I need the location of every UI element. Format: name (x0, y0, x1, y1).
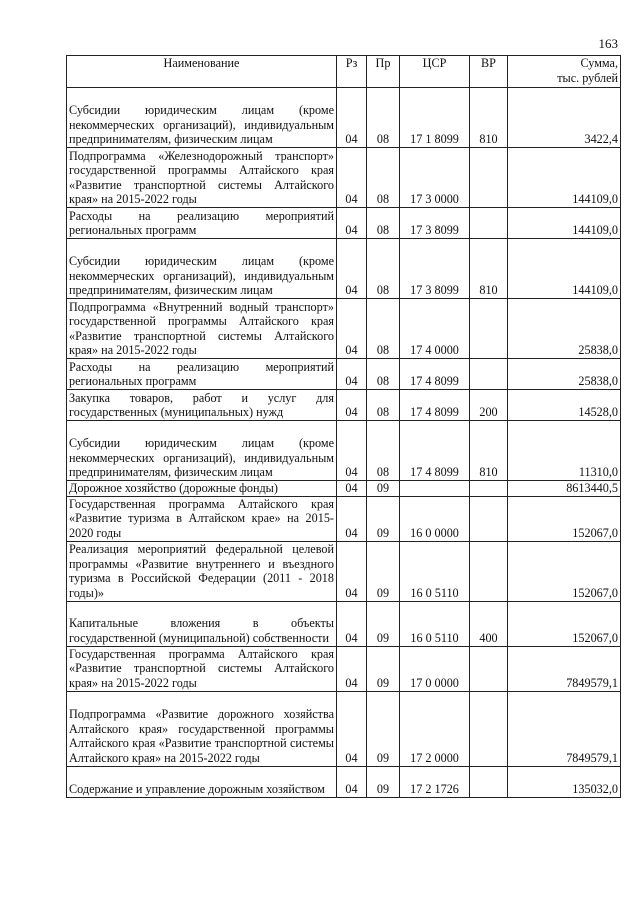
row-vr: 200 (470, 390, 508, 421)
table-header-row (67, 56, 621, 88)
row-csr (400, 481, 470, 497)
row-rz: 04 (337, 496, 367, 541)
row-sum: 152067,0 (508, 496, 621, 541)
row-name: Капитальные вложения в объекты государственной (муниципальной) собственности (67, 601, 337, 646)
row-sum: 152067,0 (508, 601, 621, 646)
row-sum: 135032,0 (508, 766, 621, 797)
row-pr: 09 (367, 481, 400, 497)
row-pr: 09 (367, 601, 400, 646)
row-name: Расходы на реализацию мероприятий региональных программ (67, 208, 337, 239)
table-row (67, 239, 621, 299)
row-csr: 17 4 8099 (400, 390, 470, 421)
table-row (67, 88, 621, 148)
row-pr: 09 (367, 766, 400, 797)
row-sum: 144109,0 (508, 239, 621, 299)
row-sum: 25838,0 (508, 299, 621, 359)
table-row (67, 359, 621, 390)
row-name: Закупка товаров, работ и услуг для государственных (муниципальных) нужд (67, 390, 337, 421)
header-vr: ВР (470, 56, 508, 88)
row-rz: 04 (337, 208, 367, 239)
table-row (67, 421, 621, 481)
header-sum-line1: Сумма, (580, 56, 618, 70)
table-row (67, 766, 621, 797)
row-csr: 17 4 8099 (400, 421, 470, 481)
row-vr (470, 691, 508, 766)
row-name: Подпрограмма «Развитие дорожного хозяйства Алтайского края» государственной программы Алтайского края «Развитие транспортной системы Алтайского края» на 2015-2022 годы (67, 691, 337, 766)
table-row (67, 390, 621, 421)
row-vr: 810 (470, 88, 508, 148)
row-sum: 152067,0 (508, 541, 621, 601)
row-rz: 04 (337, 148, 367, 208)
row-sum: 144109,0 (508, 148, 621, 208)
row-pr: 08 (367, 359, 400, 390)
table-row (67, 541, 621, 601)
row-pr: 08 (367, 421, 400, 481)
row-csr: 17 3 0000 (400, 148, 470, 208)
table-row (67, 299, 621, 359)
row-pr: 08 (367, 88, 400, 148)
row-name: Дорожное хозяйство (дорожные фонды) (67, 481, 337, 497)
row-pr: 08 (367, 299, 400, 359)
row-sum: 3422,4 (508, 88, 621, 148)
row-csr: 17 4 0000 (400, 299, 470, 359)
row-rz: 04 (337, 421, 367, 481)
row-csr: 16 0 5110 (400, 601, 470, 646)
header-pr: Пр (367, 56, 400, 88)
row-csr: 17 2 0000 (400, 691, 470, 766)
row-vr (470, 208, 508, 239)
row-vr (470, 541, 508, 601)
header-sum-line2: тыс. рублей (557, 70, 618, 85)
row-name: Государственная программа Алтайского края «Развитие транспортной системы Алтайского края» на 2015-2022 годы (67, 646, 337, 691)
table-row (67, 496, 621, 541)
row-csr: 17 0 0000 (400, 646, 470, 691)
row-rz: 04 (337, 299, 367, 359)
row-name: Расходы на реализацию мероприятий региональных программ (67, 359, 337, 390)
table-row (67, 481, 621, 497)
row-vr (470, 359, 508, 390)
row-name: Субсидии юридическим лицам (кроме некоммерческих организаций), индивидуальным предпринимателям, физическим лицам (67, 421, 337, 481)
row-csr: 17 3 8099 (400, 208, 470, 239)
row-rz: 04 (337, 390, 367, 421)
row-pr: 08 (367, 208, 400, 239)
row-rz: 04 (337, 541, 367, 601)
row-csr: 17 1 8099 (400, 88, 470, 148)
row-vr (470, 646, 508, 691)
header-name: Наименование (67, 56, 337, 88)
row-vr: 810 (470, 421, 508, 481)
row-name: Государственная программа Алтайского края «Развитие туризма в Алтайском крае» на 2015-2020 годы (67, 496, 337, 541)
row-name: Подпрограмма «Внутренний водный транспорт» государственной программы Алтайского края «Развитие транспортной системы Алтайского края» на 2015-2022 годы (67, 299, 337, 359)
row-sum: 14528,0 (508, 390, 621, 421)
row-name: Субсидии юридическим лицам (кроме некоммерческих организаций), индивидуальным предпринимателям, физическим лицам (67, 239, 337, 299)
row-rz: 04 (337, 691, 367, 766)
table-row (67, 148, 621, 208)
row-name: Подпрограмма «Железнодорожный транспорт» государственной программы Алтайского края «Развитие транспортной системы Алтайского края» на 2015-2022 годы (67, 148, 337, 208)
row-pr: 09 (367, 691, 400, 766)
row-rz: 04 (337, 766, 367, 797)
row-vr: 810 (470, 239, 508, 299)
row-csr: 17 4 8099 (400, 359, 470, 390)
row-vr (470, 148, 508, 208)
page-number: 163 (598, 36, 618, 51)
row-pr: 08 (367, 390, 400, 421)
row-pr: 08 (367, 239, 400, 299)
row-sum: 7849579,1 (508, 646, 621, 691)
table-row (67, 691, 621, 766)
row-vr (470, 766, 508, 797)
row-name: Реализация мероприятий федеральной целевой программы «Развитие внутреннего и въездного туризма в Российской Федерации (2011 - 2018 годы)» (67, 541, 337, 601)
row-rz: 04 (337, 481, 367, 497)
row-csr: 17 3 8099 (400, 239, 470, 299)
row-sum: 11310,0 (508, 421, 621, 481)
row-vr (470, 299, 508, 359)
table-row (67, 208, 621, 239)
row-sum: 144109,0 (508, 208, 621, 239)
row-pr: 09 (367, 496, 400, 541)
header-csr: ЦСР (400, 56, 470, 88)
row-name: Субсидии юридическим лицам (кроме некоммерческих организаций), индивидуальным предпринимателям, физическим лицам (67, 88, 337, 148)
row-sum: 7849579,1 (508, 691, 621, 766)
row-pr: 08 (367, 148, 400, 208)
row-vr (470, 496, 508, 541)
row-csr: 16 0 0000 (400, 496, 470, 541)
header-rz: Рз (337, 56, 367, 88)
row-csr: 16 0 5110 (400, 541, 470, 601)
table-row (67, 601, 621, 646)
row-sum: 8613440,5 (508, 481, 621, 497)
budget-table (66, 55, 621, 798)
row-pr: 09 (367, 541, 400, 601)
row-rz: 04 (337, 239, 367, 299)
row-csr: 17 2 1726 (400, 766, 470, 797)
row-rz: 04 (337, 601, 367, 646)
row-vr: 400 (470, 601, 508, 646)
row-rz: 04 (337, 88, 367, 148)
row-rz: 04 (337, 359, 367, 390)
table-row (67, 646, 621, 691)
row-vr (470, 481, 508, 497)
header-sum (508, 56, 621, 88)
row-name: Содержание и управление дорожным хозяйством (67, 766, 337, 797)
row-rz: 04 (337, 646, 367, 691)
row-sum: 25838,0 (508, 359, 621, 390)
row-pr: 09 (367, 646, 400, 691)
